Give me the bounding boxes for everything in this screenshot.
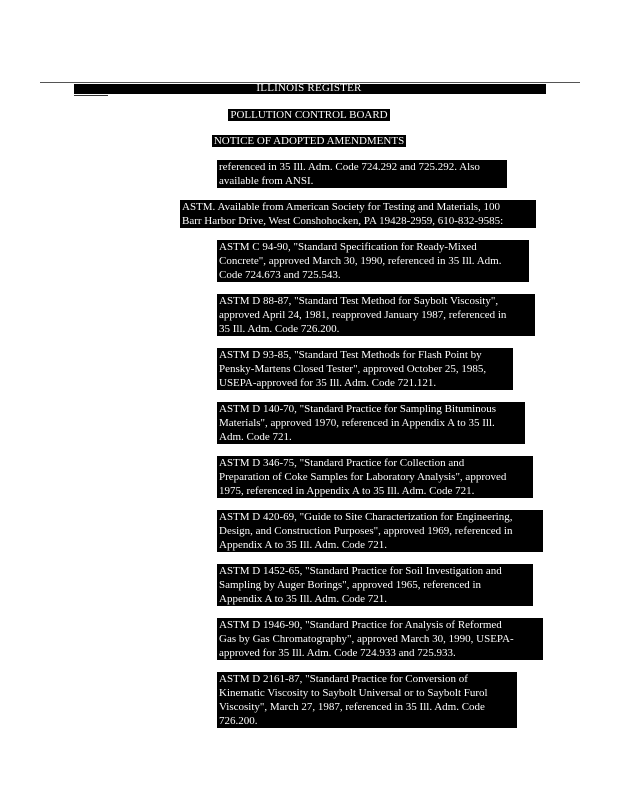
reference-item <box>217 240 529 282</box>
paragraph-line: ASTM. Available from American Society for Testing and Materials, 100 <box>182 201 501 213</box>
reference-line: ASTM D 93-85, "Standard Test Methods for Flash Point by <box>219 349 482 361</box>
reference-line: Sampling by Auger Borings", approved 1965, referenced in <box>219 579 482 591</box>
reference-item <box>217 402 525 444</box>
reference-line: ASTM D 140-70, "Standard Practice for Sampling Bituminous <box>219 403 497 415</box>
paragraph-line: available from ANSI. <box>219 175 314 187</box>
left-rule <box>74 95 108 96</box>
reference-line: Gas by Gas Chromatography", approved March 30, 1990, USEPA- <box>219 633 514 645</box>
reference-item <box>217 348 513 390</box>
reference-line: ASTM D 420-69, "Guide to Site Characterization for Engineering, <box>219 511 513 523</box>
reference-line: 35 Ill. Adm. Code 726.200. <box>219 323 340 335</box>
reference-item <box>217 510 543 552</box>
reference-line: 1975, referenced in Appendix A to 35 Ill. Adm. Code 721. <box>219 485 475 497</box>
reference-line: ASTM D 1946-90, "Standard Practice for Analysis of Reformed <box>219 619 502 631</box>
reference-line: Appendix A to 35 Ill. Adm. Code 721. <box>219 539 388 551</box>
reference-line: 726.200. <box>219 715 258 727</box>
reference-item <box>217 456 533 498</box>
reference-line: Adm. Code 721. <box>219 431 292 443</box>
reference-line: Code 724.673 and 725.543. <box>219 269 341 281</box>
reference-line: ASTM D 2161-87, "Standard Practice for Conversion of <box>219 673 468 685</box>
reference-line: approved for 35 Ill. Adm. Code 724.933 and 725.933. <box>219 647 456 659</box>
notice-line <box>0 135 618 147</box>
notice-title: NOTICE OF ADOPTED AMENDMENTS <box>213 135 405 147</box>
reference-line: ASTM D 88-87, "Standard Test Method for Saybolt Viscosity", <box>219 295 499 307</box>
reference-line: ASTM D 346-75, "Standard Practice for Collection and <box>219 457 465 469</box>
agency-line <box>0 109 618 121</box>
reference-item <box>217 564 533 606</box>
astm-source-paragraph <box>180 200 536 228</box>
reference-line: Pensky-Martens Closed Tester", approved October 25, 1985, <box>219 363 487 375</box>
reference-line: USEPA-approved for 35 Ill. Adm. Code 721.121. <box>219 377 437 389</box>
continuation-paragraph <box>217 160 507 188</box>
reference-line: Kinematic Viscosity to Saybolt Universal or to Saybolt Furol <box>219 687 488 699</box>
reference-line: ASTM C 94-90, "Standard Specification for Ready-Mixed <box>219 241 477 253</box>
reference-line: Preparation of Coke Samples for Laboratory Analysis", approved <box>219 471 507 483</box>
agency-title: POLLUTION CONTROL BOARD <box>230 109 388 121</box>
paragraph-line: referenced in 35 Ill. Adm. Code 724.292 and 725.292. Also <box>219 161 480 173</box>
reference-line: Appendix A to 35 Ill. Adm. Code 721. <box>219 593 388 605</box>
paragraph-line: Barr Harbor Drive, West Conshohocken, PA 19428-2959, 610-832-9585: <box>182 215 504 227</box>
reference-line: Viscosity", March 27, 1987, referenced in 35 Ill. Adm. Code <box>219 701 485 713</box>
reference-item <box>217 618 543 660</box>
reference-line: Materials", approved 1970, referenced in Appendix A to 35 Ill. <box>219 417 495 429</box>
reference-line: ASTM D 1452-65, "Standard Practice for Soil Investigation and <box>219 565 502 577</box>
reference-line: Design, and Construction Purposes", approved 1969, referenced in <box>219 525 513 537</box>
reference-line: approved April 24, 1981, reapproved January 1987, referenced in <box>219 309 507 321</box>
reference-line: Concrete", approved March 30, 1990, referenced in 35 Ill. Adm. <box>219 255 502 267</box>
reference-item <box>217 672 517 728</box>
register-title: ILLINOIS REGISTER <box>256 82 362 94</box>
reference-item <box>217 294 535 336</box>
